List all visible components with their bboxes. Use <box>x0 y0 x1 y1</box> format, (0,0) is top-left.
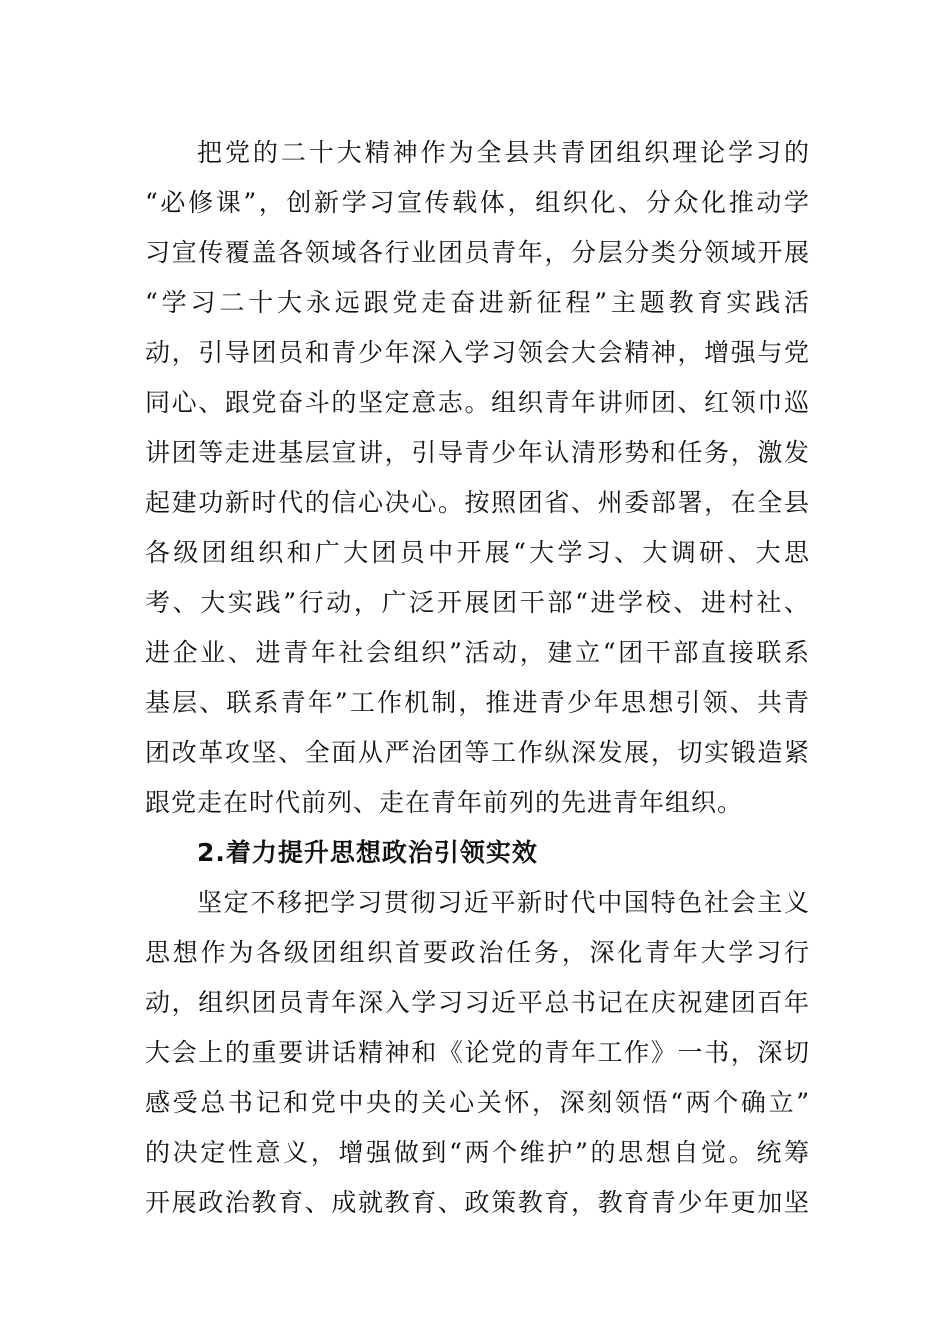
paragraph-1-line: 动，引导团员和青少年深入学习领会大会精神，增强与党 <box>145 338 810 367</box>
paragraph-2 <box>145 878 810 1228</box>
paragraph-1-line: 同心、跟党奋斗的坚定意志。组织青年讲师团、红领巾巡 <box>145 388 810 417</box>
paragraph-2-line: 动，组织团员青年深入学习习近平总书记在庆祝建团百年 <box>145 988 810 1017</box>
paragraph-1-line: “学习二十大永远跟党走奋进新征程”主题教育实践活 <box>145 288 810 317</box>
paragraph-1-line: 团改革攻坚、全面从严治团等工作纵深发展，切实锻造紧 <box>145 738 810 767</box>
section-heading <box>145 828 810 878</box>
paragraph-2-line: 坚定不移把学习贯彻习近平新时代中国特色社会主义 <box>197 888 810 917</box>
paragraph-1-line: 进企业、进青年社会组织”活动，建立“团干部直接联系 <box>145 638 810 667</box>
paragraph-1-line: 讲团等走进基层宣讲，引导青少年认清形势和任务，激发 <box>145 438 810 467</box>
paragraph-1-line: 起建功新时代的信心决心。按照团省、州委部署，在全县 <box>145 488 810 517</box>
paragraph-1-line: “必修课”，创新学习宣传载体，组织化、分众化推动学 <box>145 188 810 217</box>
paragraph-1-line: 习宣传覆盖各领域各行业团员青年，分层分类分领域开展 <box>145 238 810 267</box>
paragraph-2-line: 开展政治教育、成就教育、政策教育，教育青少年更加坚 <box>145 1188 810 1217</box>
paragraph-2-line: 思想作为各级团组织首要政治任务，深化青年大学习行 <box>145 938 810 967</box>
paragraph-1-line: 考、大实践”行动，广泛开展团干部“进学校、进村社、 <box>145 588 810 617</box>
paragraph-2-line: 的决定性意义，增强做到“两个维护”的思想自觉。统筹 <box>145 1138 810 1167</box>
paragraph-1-line: 各级团组织和广大团员中开展“大学习、大调研、大思 <box>145 538 810 567</box>
paragraph-2-line: 感受总书记和党中央的关心关怀，深刻领悟“两个确立” <box>145 1088 810 1117</box>
paragraph-1 <box>145 128 810 828</box>
section-heading-text: 2.着力提升思想政治引领实效 <box>197 838 538 867</box>
paragraph-2-line: 大会上的重要讲话精神和《论党的青年工作》一书，深切 <box>145 1038 810 1067</box>
paragraph-1-line: 跟党走在时代前列、走在青年前列的先进青年组织。 <box>145 788 744 817</box>
paragraph-1-line: 把党的二十大精神作为全县共青团组织理论学习的 <box>197 138 810 167</box>
paragraph-1-line: 基层、联系青年”工作机制，推进青少年思想引领、共青 <box>145 688 810 717</box>
